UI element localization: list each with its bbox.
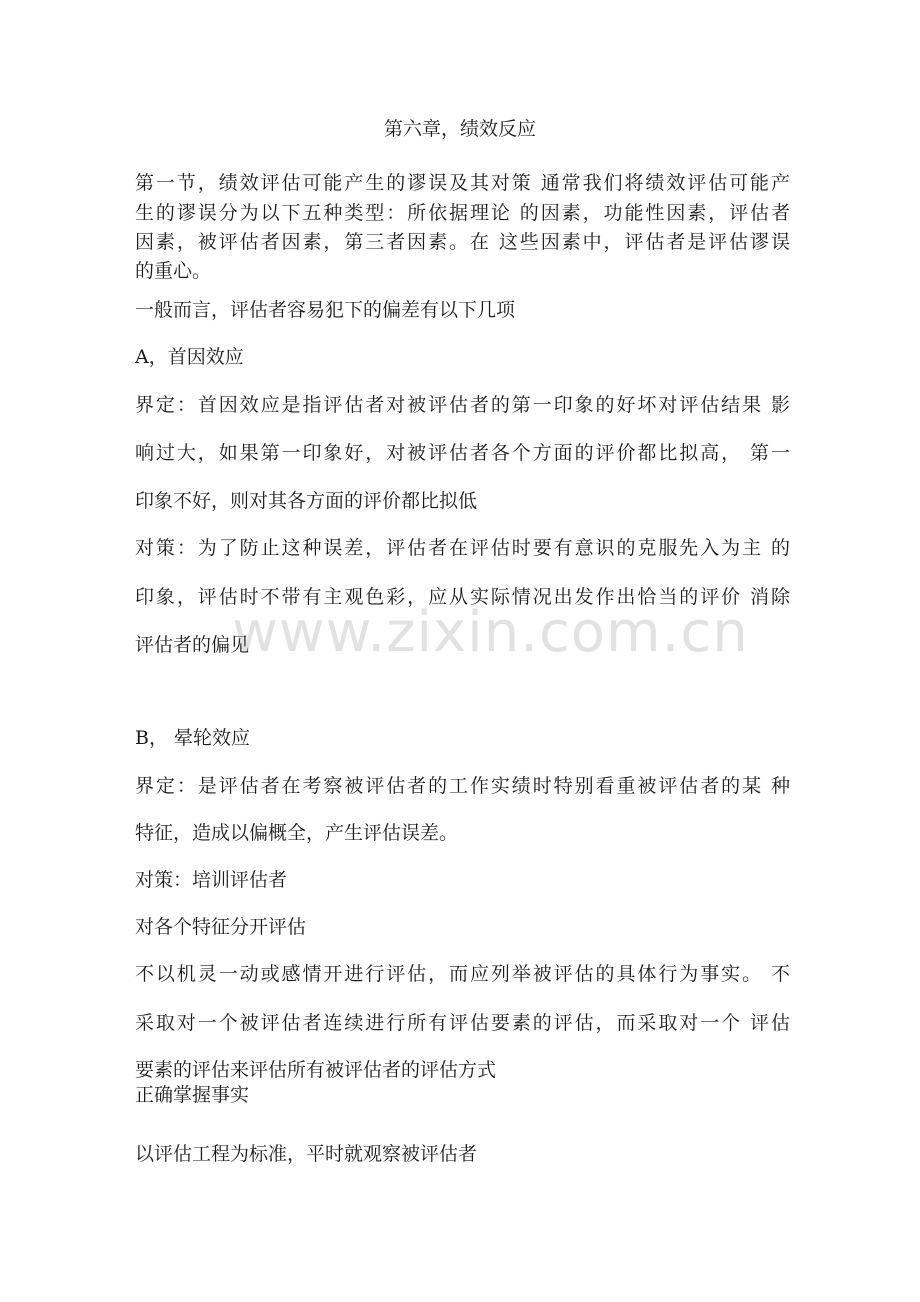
item-b-point-1: 对各个特征分开评估: [135, 916, 307, 938]
item-a-definition-line-1: 界定：首因效应是指评估者对被评估者的第一印象的好坏对评估结果 影: [135, 394, 790, 416]
intro-line: 一般而言，评估者容易犯下的偏差有以下几项: [135, 299, 516, 321]
section1-line-3: 因素，被评估者因素，第三者因素。在 这些因素中，评估者是评估谬误: [135, 231, 790, 253]
item-b-point-2-line-2: 采取对一个被评估者连续进行所有评估要素的评估，而采取对一个 评估: [135, 1012, 790, 1034]
watermark: www.zixin.com.cn: [232, 600, 749, 665]
item-a-countermeasure-line-3: 评估者的偏见: [135, 634, 250, 656]
section1-line-4: 的重心。: [135, 260, 212, 282]
item-b-point-2-line-3: 要素的评估来评估所有被评估者的评估方式: [135, 1059, 497, 1081]
item-b-heading: B， 晕轮效应: [135, 727, 251, 749]
section1-line-2: 生的谬误分为以下五种类型：所依据理论 的因素，功能性因素，评估者: [135, 202, 790, 224]
chapter-title: 第六章，绩效反应: [383, 118, 536, 140]
item-a-countermeasure-line-2: 印象，评估时不带有主观色彩，应从实际情况出发作出恰当的评价 消除: [135, 586, 790, 608]
item-a-heading: A，首因效应: [135, 346, 244, 368]
item-b-definition-line-1: 界定：是评估者在考察被评估者的工作实绩时特别看重被评估者的某 种: [135, 775, 790, 797]
item-b-definition-line-2: 特征，造成以偏概全，产生评估误差。: [135, 822, 459, 844]
item-b-point-4: 以评估工程为标准，平时就观察被评估者: [135, 1143, 478, 1165]
section1-line-1: 第一节，绩效评估可能产生的谬误及其对策 通常我们将绩效评估可能产: [135, 172, 790, 194]
item-a-definition-line-3: 印象不好，则对其各方面的评价都比拟低: [135, 490, 478, 512]
item-b-countermeasure: 对策：培训评估者: [135, 869, 288, 891]
item-a-definition-line-2: 响过大，如果第一印象好，对被评估者各个方面的评价都比拟高， 第一: [135, 442, 790, 464]
item-a-countermeasure-line-1: 对策：为了防止这种误差，评估者在评估时要有意识的克服先入为主 的: [135, 537, 790, 559]
item-b-point-3: 正确掌握事实: [135, 1084, 250, 1106]
item-b-point-2-line-1: 不以机灵一动或感情开进行评估，而应列举被评估的具体行为事实。 不: [135, 963, 790, 985]
